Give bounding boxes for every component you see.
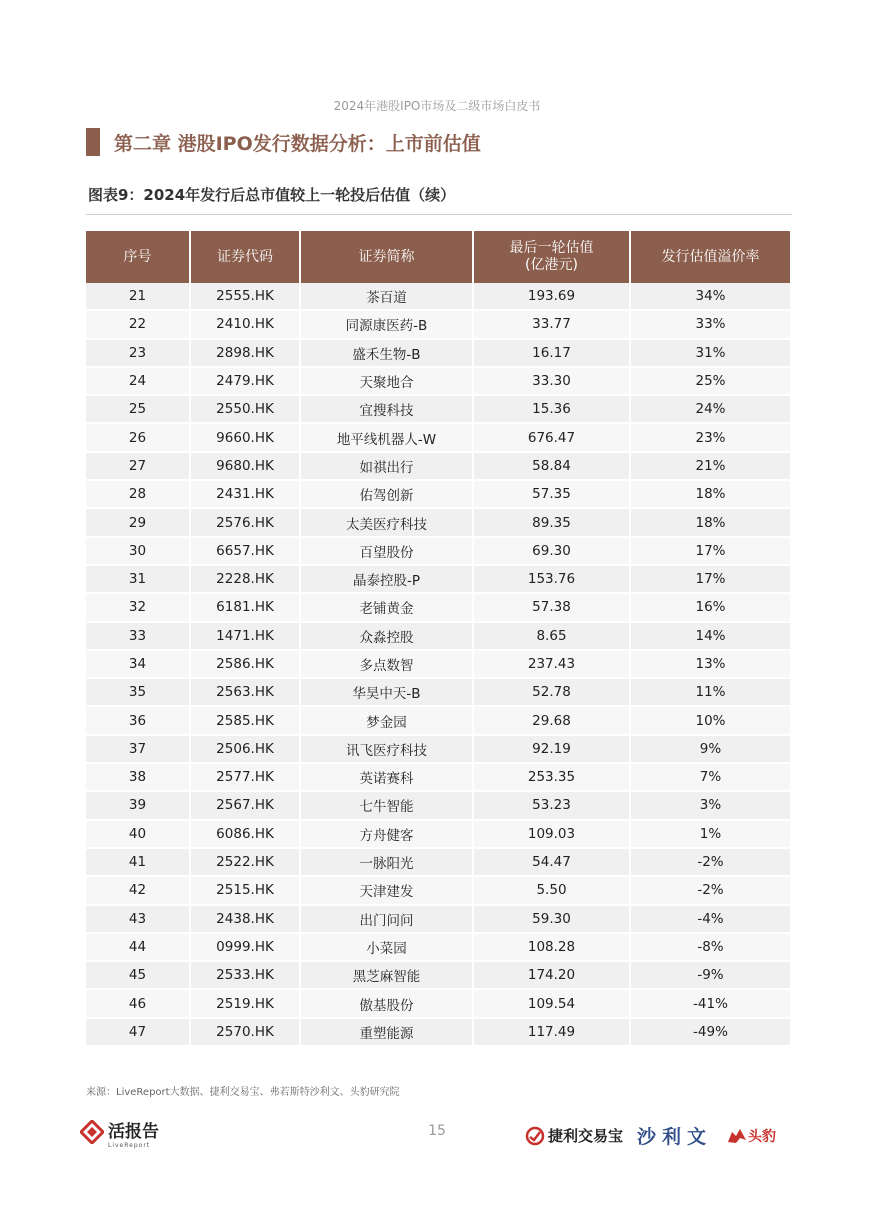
table-row [86,707,790,735]
cell-security-code: 6657.HK [191,538,301,566]
cell-last-round-valuation: 16.17 [474,340,631,368]
source-note: 来源：LiveReport大数据、捷利交易宝、弗若斯特沙利文、头豹研究院 [86,1087,400,1098]
cell-issue-premium-rate: -41% [631,990,790,1018]
cell-row-index: 35 [86,679,191,707]
cell-issue-premium-rate: -9% [631,962,790,990]
table-row [86,849,790,877]
cell-security-name: 如祺出行 [301,453,474,481]
cell-issue-premium-rate: 3% [631,792,790,820]
cell-last-round-valuation: 92.19 [474,736,631,764]
cell-last-round-valuation: 58.84 [474,453,631,481]
cell-issue-premium-rate: 25% [631,368,790,396]
table-row [86,283,790,311]
table-row [86,1019,790,1047]
cell-security-code: 9660.HK [191,424,301,452]
leopard-mark-icon [726,1126,748,1146]
cell-row-index: 40 [86,821,191,849]
cell-security-code: 2585.HK [191,707,301,735]
table-row [86,396,790,424]
cell-row-index: 46 [86,990,191,1018]
table-row [86,679,790,707]
cell-security-name: 黑芝麻智能 [301,962,474,990]
cell-row-index: 43 [86,906,191,934]
header-valuation-unit: (亿港元) [525,257,578,273]
cell-security-name: 梦金园 [301,707,474,735]
cell-security-code: 2586.HK [191,651,301,679]
table-row [86,424,790,452]
cell-last-round-valuation: 109.03 [474,821,631,849]
cell-last-round-valuation: 15.36 [474,396,631,424]
table-row [86,623,790,651]
cell-last-round-valuation: 8.65 [474,623,631,651]
cell-security-name: 七牛智能 [301,792,474,820]
toubao-logo [726,1126,776,1146]
cell-security-name: 宜搜科技 [301,396,474,424]
cell-issue-premium-rate: 14% [631,623,790,651]
header-valuation [474,231,631,283]
header-name: 证券简称 [301,231,474,283]
cell-security-code: 2506.HK [191,736,301,764]
cell-issue-premium-rate: 9% [631,736,790,764]
table-row [86,651,790,679]
table-row [86,877,790,905]
cell-row-index: 26 [86,424,191,452]
jieli-logo [525,1125,623,1146]
cell-security-code: 0999.HK [191,934,301,962]
cell-security-name: 华昊中天-B [301,679,474,707]
cell-issue-premium-rate: 17% [631,538,790,566]
cell-row-index: 36 [86,707,191,735]
cell-security-code: 1471.HK [191,623,301,651]
cell-row-index: 42 [86,877,191,905]
table-row [86,821,790,849]
figure-divider [86,214,792,215]
cell-row-index: 39 [86,792,191,820]
table-row [86,368,790,396]
cell-security-code: 2522.HK [191,849,301,877]
cell-issue-premium-rate: 31% [631,340,790,368]
table-row [86,311,790,339]
cell-security-name: 盛禾生物-B [301,340,474,368]
cell-issue-premium-rate: 17% [631,566,790,594]
cell-security-name: 天聚地合 [301,368,474,396]
cell-security-name: 英诺赛科 [301,764,474,792]
jieli-logo-text: 捷利交易宝 [548,1127,624,1145]
chapter-title: 第二章 港股IPO发行数据分析：上市前估值 [114,132,481,155]
cell-issue-premium-rate: 18% [631,481,790,509]
cell-row-index: 34 [86,651,191,679]
cell-last-round-valuation: 89.35 [474,509,631,537]
cell-issue-premium-rate: 24% [631,396,790,424]
cell-last-round-valuation: 53.23 [474,792,631,820]
chapter-heading [86,128,481,156]
cell-security-name: 地平线机器人-W [301,424,474,452]
cell-last-round-valuation: 29.68 [474,707,631,735]
cell-row-index: 31 [86,566,191,594]
cell-security-code: 2550.HK [191,396,301,424]
cell-security-name: 老铺黄金 [301,594,474,622]
cell-security-code: 2533.HK [191,962,301,990]
cell-issue-premium-rate: 16% [631,594,790,622]
valuation-table [86,231,790,1047]
cell-issue-premium-rate: 10% [631,707,790,735]
cell-security-code: 2410.HK [191,311,301,339]
cell-last-round-valuation: 153.76 [474,566,631,594]
figure-title: 图表9：2024年发行后总市值较上一轮投后估值（续） [88,186,456,204]
partner-logos [525,1122,776,1149]
cell-security-name: 茶百道 [301,283,474,311]
cell-row-index: 44 [86,934,191,962]
cell-issue-premium-rate: -4% [631,906,790,934]
header-index: 序号 [86,231,191,283]
cell-security-code: 2576.HK [191,509,301,537]
cell-security-name: 方舟健客 [301,821,474,849]
cell-security-code: 6086.HK [191,821,301,849]
table-row [86,566,790,594]
table-row [86,594,790,622]
cell-row-index: 37 [86,736,191,764]
cell-last-round-valuation: 33.30 [474,368,631,396]
cell-issue-premium-rate: -2% [631,877,790,905]
table-row [86,792,790,820]
cell-last-round-valuation: 174.20 [474,962,631,990]
cell-security-code: 2563.HK [191,679,301,707]
toubao-logo-text: 头豹 [748,1128,777,1145]
cell-security-name: 多点数智 [301,651,474,679]
table-row [86,736,790,764]
page-number: 15 [428,1123,446,1139]
cell-security-name: 重塑能源 [301,1019,474,1047]
cell-row-index: 47 [86,1019,191,1047]
jieli-mark-icon [525,1126,545,1146]
cell-security-code: 2438.HK [191,906,301,934]
cell-row-index: 29 [86,509,191,537]
header-valuation-label: 最后一轮估值 [509,240,594,256]
cell-issue-premium-rate: 34% [631,283,790,311]
cell-security-code: 6181.HK [191,594,301,622]
cell-issue-premium-rate: 1% [631,821,790,849]
cell-row-index: 27 [86,453,191,481]
cell-security-name: 小菜园 [301,934,474,962]
cell-last-round-valuation: 57.38 [474,594,631,622]
cell-security-code: 2515.HK [191,877,301,905]
table-row [86,934,790,962]
cell-security-name: 傲基股份 [301,990,474,1018]
cell-last-round-valuation: 253.35 [474,764,631,792]
cell-security-code: 2570.HK [191,1019,301,1047]
cell-row-index: 24 [86,368,191,396]
livereport-logo-sub: LiveReport [108,1142,151,1149]
table-body [86,283,790,1047]
table-header-row [86,231,790,283]
cell-last-round-valuation: 109.54 [474,990,631,1018]
cell-issue-premium-rate: -8% [631,934,790,962]
cell-security-code: 2898.HK [191,340,301,368]
cell-security-name: 佑驾创新 [301,481,474,509]
cell-security-code: 2555.HK [191,283,301,311]
running-header: 2024年港股IPO市场及二级市场白皮书 [333,99,541,113]
table-row [86,340,790,368]
cell-security-name: 出门问问 [301,906,474,934]
cell-security-name: 讯飞医疗科技 [301,736,474,764]
table-row [86,453,790,481]
table-row [86,481,790,509]
livereport-logo-text: 活报告 [108,1122,159,1142]
cell-security-name: 众淼控股 [301,623,474,651]
cell-issue-premium-rate: -49% [631,1019,790,1047]
cell-issue-premium-rate: 7% [631,764,790,792]
table-row [86,962,790,990]
cell-security-code: 2577.HK [191,764,301,792]
cell-row-index: 45 [86,962,191,990]
cell-issue-premium-rate: 13% [631,651,790,679]
cell-last-round-valuation: 193.69 [474,283,631,311]
table-row [86,990,790,1018]
cell-issue-premium-rate: 21% [631,453,790,481]
cell-last-round-valuation: 108.28 [474,934,631,962]
cell-issue-premium-rate: 23% [631,424,790,452]
cell-security-code: 2479.HK [191,368,301,396]
cell-security-name: 晶泰控股-P [301,566,474,594]
header-code: 证券代码 [191,231,301,283]
cell-security-code: 2567.HK [191,792,301,820]
cell-security-name: 天津建发 [301,877,474,905]
cell-row-index: 23 [86,340,191,368]
cell-security-name: 太美医疗科技 [301,509,474,537]
cell-last-round-valuation: 237.43 [474,651,631,679]
cell-row-index: 32 [86,594,191,622]
cell-security-name: 一脉阳光 [301,849,474,877]
table-row [86,906,790,934]
cell-last-round-valuation: 52.78 [474,679,631,707]
cell-last-round-valuation: 57.35 [474,481,631,509]
table-row [86,509,790,537]
cell-security-code: 2228.HK [191,566,301,594]
cell-issue-premium-rate: 11% [631,679,790,707]
cell-security-name: 同源康医药-B [301,311,474,339]
cell-last-round-valuation: 676.47 [474,424,631,452]
table-row [86,764,790,792]
cell-row-index: 25 [86,396,191,424]
cell-last-round-valuation: 117.49 [474,1019,631,1047]
header-premium: 发行估值溢价率 [631,231,790,283]
cell-last-round-valuation: 69.30 [474,538,631,566]
cell-security-name: 百望股份 [301,538,474,566]
cell-security-code: 2431.HK [191,481,301,509]
cell-row-index: 30 [86,538,191,566]
cell-row-index: 22 [86,311,191,339]
cell-security-code: 9680.HK [191,453,301,481]
cell-row-index: 38 [86,764,191,792]
cell-last-round-valuation: 33.77 [474,311,631,339]
cell-last-round-valuation: 5.50 [474,877,631,905]
cell-issue-premium-rate: 33% [631,311,790,339]
cell-row-index: 33 [86,623,191,651]
cell-last-round-valuation: 59.30 [474,906,631,934]
cell-security-code: 2519.HK [191,990,301,1018]
cell-issue-premium-rate: 18% [631,509,790,537]
cell-issue-premium-rate: -2% [631,849,790,877]
frost-sullivan-logo: 沙利文 [637,1126,713,1148]
cell-last-round-valuation: 54.47 [474,849,631,877]
cell-row-index: 21 [86,283,191,311]
chapter-accent-bar [86,128,100,156]
cell-row-index: 28 [86,481,191,509]
table-row [86,538,790,566]
cell-row-index: 41 [86,849,191,877]
